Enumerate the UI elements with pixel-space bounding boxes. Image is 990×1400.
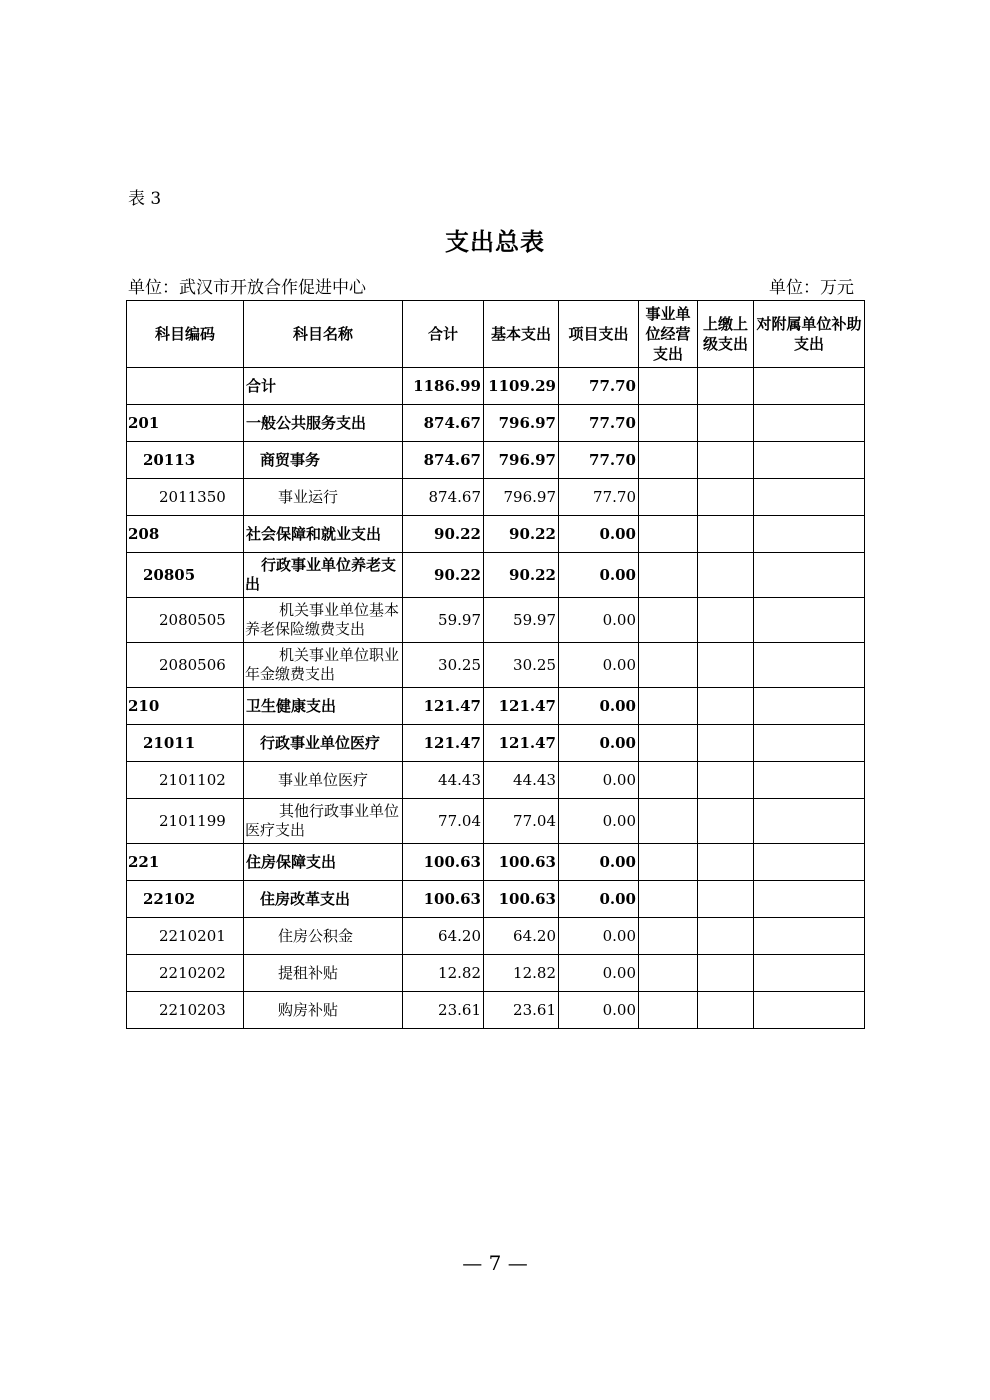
header-upper: 上缴上级支出 bbox=[698, 301, 754, 368]
total-cell: 77.04 bbox=[403, 799, 484, 844]
upper-cell bbox=[698, 368, 754, 405]
code-cell: 20113 bbox=[127, 442, 244, 479]
name-cell: 一般公共服务支出 bbox=[244, 405, 403, 442]
project-cell: 77.70 bbox=[559, 479, 639, 516]
table-row bbox=[127, 479, 865, 516]
code-cell: 2210201 bbox=[127, 918, 244, 955]
name-cell: 住房改革支出 bbox=[244, 881, 403, 918]
basic-cell: 64.20 bbox=[484, 918, 559, 955]
project-cell: 0.00 bbox=[559, 516, 639, 553]
upper-cell bbox=[698, 516, 754, 553]
subsidy-cell bbox=[754, 405, 865, 442]
upper-cell bbox=[698, 442, 754, 479]
table-row bbox=[127, 799, 865, 844]
business-cell bbox=[639, 688, 698, 725]
basic-cell: 1109.29 bbox=[484, 368, 559, 405]
organization-unit: 单位：武汉市开放合作促进中心 bbox=[128, 278, 366, 298]
subsidy-cell bbox=[754, 799, 865, 844]
name-cell: 购房补贴 bbox=[244, 992, 403, 1029]
project-cell: 0.00 bbox=[559, 881, 639, 918]
total-cell: 874.67 bbox=[403, 442, 484, 479]
code-cell: 22102 bbox=[127, 881, 244, 918]
subsidy-cell bbox=[754, 725, 865, 762]
project-cell: 77.70 bbox=[559, 368, 639, 405]
business-cell bbox=[639, 955, 698, 992]
upper-cell bbox=[698, 881, 754, 918]
total-cell: 90.22 bbox=[403, 516, 484, 553]
subsidy-cell bbox=[754, 881, 865, 918]
table-row bbox=[127, 516, 865, 553]
code-cell: 2080505 bbox=[127, 598, 244, 643]
page-number: — 7 — bbox=[462, 1251, 528, 1275]
upper-cell bbox=[698, 479, 754, 516]
name-cell: 合计 bbox=[244, 368, 403, 405]
table-row bbox=[127, 368, 865, 405]
basic-cell: 30.25 bbox=[484, 643, 559, 688]
code-cell: 2210203 bbox=[127, 992, 244, 1029]
upper-cell bbox=[698, 405, 754, 442]
project-cell: 77.70 bbox=[559, 405, 639, 442]
upper-cell bbox=[698, 598, 754, 643]
business-cell bbox=[639, 762, 698, 799]
basic-cell: 796.97 bbox=[484, 442, 559, 479]
business-cell bbox=[639, 368, 698, 405]
subsidy-cell bbox=[754, 643, 865, 688]
project-cell: 0.00 bbox=[559, 918, 639, 955]
code-cell: 21011 bbox=[127, 725, 244, 762]
business-cell bbox=[639, 881, 698, 918]
project-cell: 0.00 bbox=[559, 955, 639, 992]
currency-unit: 单位：万元 bbox=[769, 278, 854, 298]
business-cell bbox=[639, 479, 698, 516]
total-cell: 59.97 bbox=[403, 598, 484, 643]
table-row bbox=[127, 881, 865, 918]
name-cell: 住房保障支出 bbox=[244, 844, 403, 881]
subsidy-cell bbox=[754, 479, 865, 516]
upper-cell bbox=[698, 643, 754, 688]
upper-cell bbox=[698, 844, 754, 881]
code-cell: 20805 bbox=[127, 553, 244, 598]
upper-cell bbox=[698, 992, 754, 1029]
header-name: 科目名称 bbox=[244, 301, 403, 368]
name-cell: 卫生健康支出 bbox=[244, 688, 403, 725]
total-cell: 12.82 bbox=[403, 955, 484, 992]
total-cell: 30.25 bbox=[403, 643, 484, 688]
name-cell: 行政事业单位医疗 bbox=[244, 725, 403, 762]
upper-cell bbox=[698, 799, 754, 844]
business-cell bbox=[639, 442, 698, 479]
business-cell bbox=[639, 643, 698, 688]
table-row bbox=[127, 844, 865, 881]
basic-cell: 90.22 bbox=[484, 553, 559, 598]
subsidy-cell bbox=[754, 955, 865, 992]
subsidy-cell bbox=[754, 442, 865, 479]
subsidy-cell bbox=[754, 516, 865, 553]
header-basic: 基本支出 bbox=[484, 301, 559, 368]
project-cell: 0.00 bbox=[559, 688, 639, 725]
project-cell: 0.00 bbox=[559, 762, 639, 799]
project-cell: 0.00 bbox=[559, 992, 639, 1029]
code-cell: 2101199 bbox=[127, 799, 244, 844]
name-cell: 事业单位医疗 bbox=[244, 762, 403, 799]
subsidy-cell bbox=[754, 992, 865, 1029]
upper-cell bbox=[698, 918, 754, 955]
project-cell: 0.00 bbox=[559, 553, 639, 598]
business-cell bbox=[639, 992, 698, 1029]
project-cell: 0.00 bbox=[559, 799, 639, 844]
business-cell bbox=[639, 516, 698, 553]
project-cell: 0.00 bbox=[559, 844, 639, 881]
header-code: 科目编码 bbox=[127, 301, 244, 368]
total-cell: 121.47 bbox=[403, 725, 484, 762]
upper-cell bbox=[698, 553, 754, 598]
upper-cell bbox=[698, 762, 754, 799]
total-cell: 44.43 bbox=[403, 762, 484, 799]
business-cell bbox=[639, 918, 698, 955]
code-cell: 210 bbox=[127, 688, 244, 725]
table-header-row bbox=[127, 301, 865, 368]
total-cell: 874.67 bbox=[403, 405, 484, 442]
name-cell: 其他行政事业单位医疗支出 bbox=[244, 799, 403, 844]
expenditure-table bbox=[126, 300, 865, 1029]
name-cell: 社会保障和就业支出 bbox=[244, 516, 403, 553]
business-cell bbox=[639, 553, 698, 598]
name-cell: 行政事业单位养老支出 bbox=[244, 553, 403, 598]
header-total: 合计 bbox=[403, 301, 484, 368]
code-cell: 2101102 bbox=[127, 762, 244, 799]
basic-cell: 23.61 bbox=[484, 992, 559, 1029]
table-row bbox=[127, 442, 865, 479]
project-cell: 0.00 bbox=[559, 598, 639, 643]
business-cell bbox=[639, 844, 698, 881]
total-cell: 100.63 bbox=[403, 881, 484, 918]
code-cell bbox=[127, 368, 244, 405]
name-cell: 事业运行 bbox=[244, 479, 403, 516]
table-row bbox=[127, 643, 865, 688]
total-cell: 90.22 bbox=[403, 553, 484, 598]
name-cell: 住房公积金 bbox=[244, 918, 403, 955]
basic-cell: 77.04 bbox=[484, 799, 559, 844]
basic-cell: 796.97 bbox=[484, 405, 559, 442]
basic-cell: 121.47 bbox=[484, 725, 559, 762]
code-cell: 208 bbox=[127, 516, 244, 553]
header-project: 项目支出 bbox=[559, 301, 639, 368]
name-cell: 机关事业单位基本养老保险缴费支出 bbox=[244, 598, 403, 643]
total-cell: 121.47 bbox=[403, 688, 484, 725]
basic-cell: 12.82 bbox=[484, 955, 559, 992]
total-cell: 874.67 bbox=[403, 479, 484, 516]
code-cell: 2080506 bbox=[127, 643, 244, 688]
subsidy-cell bbox=[754, 844, 865, 881]
code-cell: 201 bbox=[127, 405, 244, 442]
project-cell: 0.00 bbox=[559, 725, 639, 762]
table-row bbox=[127, 918, 865, 955]
upper-cell bbox=[698, 725, 754, 762]
name-cell: 提租补贴 bbox=[244, 955, 403, 992]
upper-cell bbox=[698, 688, 754, 725]
basic-cell: 44.43 bbox=[484, 762, 559, 799]
subsidy-cell bbox=[754, 598, 865, 643]
total-cell: 64.20 bbox=[403, 918, 484, 955]
subsidy-cell bbox=[754, 553, 865, 598]
code-cell: 221 bbox=[127, 844, 244, 881]
header-subsidy: 对附属单位补助支出 bbox=[754, 301, 865, 368]
business-cell bbox=[639, 799, 698, 844]
document-title: 支出总表 bbox=[445, 227, 545, 256]
basic-cell: 100.63 bbox=[484, 844, 559, 881]
code-cell: 2011350 bbox=[127, 479, 244, 516]
table-row bbox=[127, 955, 865, 992]
business-cell bbox=[639, 725, 698, 762]
basic-cell: 100.63 bbox=[484, 881, 559, 918]
business-cell bbox=[639, 598, 698, 643]
basic-cell: 121.47 bbox=[484, 688, 559, 725]
subsidy-cell bbox=[754, 688, 865, 725]
table-row bbox=[127, 992, 865, 1029]
total-cell: 100.63 bbox=[403, 844, 484, 881]
name-cell: 机关事业单位职业年金缴费支出 bbox=[244, 643, 403, 688]
total-cell: 23.61 bbox=[403, 992, 484, 1029]
name-cell: 商贸事务 bbox=[244, 442, 403, 479]
table-row bbox=[127, 762, 865, 799]
table-row bbox=[127, 405, 865, 442]
table-number-label: 表 3 bbox=[128, 189, 162, 209]
table-row bbox=[127, 688, 865, 725]
basic-cell: 796.97 bbox=[484, 479, 559, 516]
basic-cell: 59.97 bbox=[484, 598, 559, 643]
code-cell: 2210202 bbox=[127, 955, 244, 992]
upper-cell bbox=[698, 955, 754, 992]
table-row bbox=[127, 553, 865, 598]
subsidy-cell bbox=[754, 918, 865, 955]
project-cell: 0.00 bbox=[559, 643, 639, 688]
business-cell bbox=[639, 405, 698, 442]
subsidy-cell bbox=[754, 368, 865, 405]
table-row bbox=[127, 598, 865, 643]
header-business: 事业单位经营支出 bbox=[639, 301, 698, 368]
table-row bbox=[127, 725, 865, 762]
project-cell: 77.70 bbox=[559, 442, 639, 479]
basic-cell: 90.22 bbox=[484, 516, 559, 553]
total-cell: 1186.99 bbox=[403, 368, 484, 405]
subsidy-cell bbox=[754, 762, 865, 799]
